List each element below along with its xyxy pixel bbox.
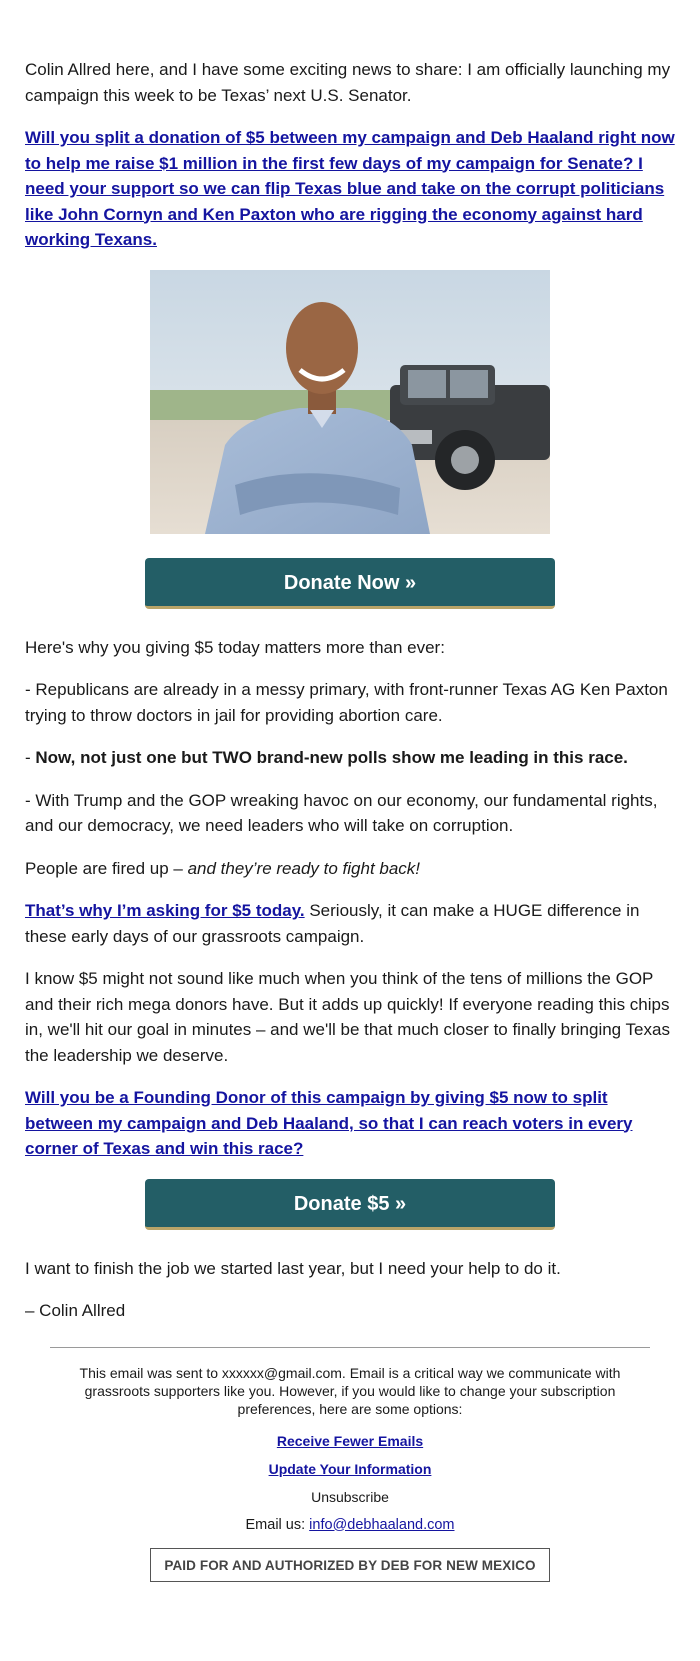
footer-email-line [50,1516,650,1534]
ask-paragraph-3 [25,1085,675,1162]
why-paragraph: Here's why you giving $5 today matters more than ever: [25,637,445,657]
fired-up-italic: and they’re ready to fight back! [187,858,421,878]
donate-button-container-2 [25,1179,675,1230]
donation-ask-link-3[interactable]: Will you be a Founding Donor of this campaign by giving $5 now to split between my campaign and Deb Haaland, so that I can reach voters in every corner of Texas and win this race? [25,1088,633,1158]
donate-button-container-1 [25,558,675,609]
fired-up-prefix: People are fired up – [25,858,188,878]
donation-ask-link-2[interactable]: That’s why I’m asking for $5 today. [25,901,305,920]
unsubscribe-link[interactable]: Unsubscribe [311,1488,389,1505]
paid-for-disclaimer: PAID FOR AND AUTHORIZED BY DEB FOR NEW MEXICO [150,1548,550,1582]
five-dollars-paragraph: I know $5 might not sound like much when you think of the tens of millions the GOP and their rich mega donors have. But it adds up quickly! If everyone reading this chips in, we'll hit our goal in minutes – and we'll be that much closer to finally bringing Texas the leadership we deserve. [25,969,670,1065]
point-2 [25,745,675,771]
donation-ask-link-1[interactable]: Will you split a donation of $5 between my campaign and Deb Haaland right now to help me raise $1 million in the first few days of my campaign for Senate? I need your support so we can flip Texas blue and take on the corrupt politicians like John Cornyn and Ken Paxton who are rigging the economy against hard working Texans. [25,128,675,249]
ask-paragraph-1 [25,125,675,253]
ask-paragraph-2 [25,898,675,949]
point-2-prefix: - [25,748,36,767]
signature: – Colin Allred [25,1301,126,1320]
donate-now-button[interactable]: Donate Now » [145,558,555,609]
ask-2-rest: Seriously, it can make a HUGE difference in these early days of our grassroots campaign. [25,901,640,946]
candidate-photo [150,270,550,534]
update-information-link[interactable]: Update Your Information [268,1460,432,1477]
fired-up-paragraph [25,856,675,882]
closing-paragraph: I want to finish the job we started last year, but I need your help to do it. [25,1258,561,1278]
photo-container [25,270,675,534]
receive-fewer-emails-link[interactable]: Receive Fewer Emails [276,1432,424,1449]
donate-five-button[interactable]: Donate $5 » [145,1179,555,1230]
email-label: Email us: [245,1516,310,1533]
point-3: - With Trump and the GOP wreaking havoc on our economy, our fundamental rights, and our democracy, we need leaders who will take on corruption. [25,790,658,835]
intro-paragraph: Colin Allred here, and I have some exciting news to share: I am officially launching my campaign this week to be Texas’ next U.S. Senator. [25,60,671,105]
footer-notice: This email was sent to xxxxxx@gmail.com. Email is a critical way we communicate with grassroots supporters like you. However, if you would like to change your subscription preferences, here are some options: [79,1364,621,1417]
point-2-bold: Now, not just one but TWO brand-new polls show me leading in this race. [35,748,628,767]
point-1: - Republicans are already in a messy primary, with front-runner Texas AG Ken Paxton trying to throw doctors in jail for providing abortion care. [25,680,668,725]
email-footer [50,1347,650,1582]
contact-email-link[interactable]: info@debhaaland.com [309,1516,455,1533]
